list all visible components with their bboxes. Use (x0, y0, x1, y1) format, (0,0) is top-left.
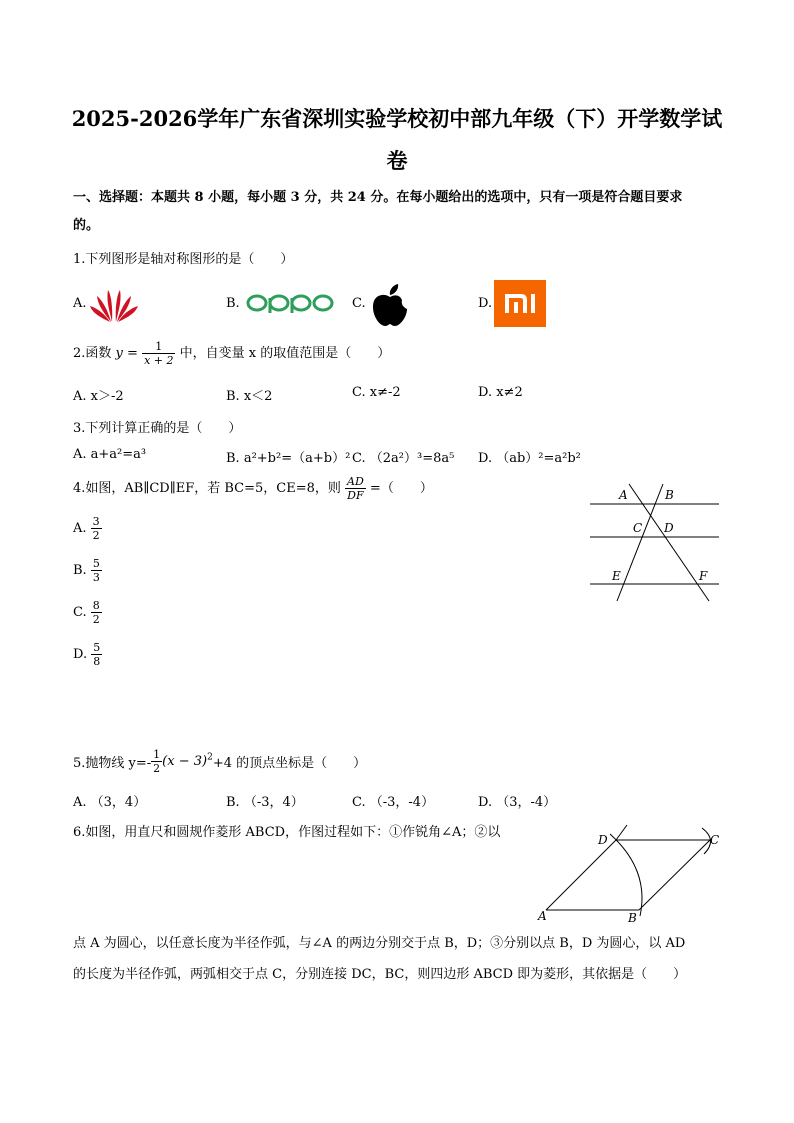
q6-figure (532, 822, 728, 924)
label-f: F (699, 569, 708, 583)
q4-option-c (73, 599, 102, 626)
q2-fraction (142, 340, 175, 367)
q2-frac-den: x + 2 (144, 354, 174, 367)
arc-center-a (610, 834, 642, 916)
q4-figure (585, 480, 725, 605)
q4-frac-num: AD (347, 475, 364, 488)
q3-option-d: D. （ab）²=a²b² (478, 451, 581, 466)
q4-option-a-den: 2 (92, 529, 100, 542)
page-title-line2: 卷 (386, 148, 408, 173)
q4-option-d-label: D. (73, 647, 88, 662)
q2-option-d: D. x≠2 (478, 385, 523, 400)
q4-option-b (73, 557, 102, 584)
oppo-logo (246, 292, 334, 314)
q2-stem-pre: 2.函数 (73, 346, 112, 361)
q2-option-c: C. x≠-2 (352, 385, 401, 400)
label-c: C (633, 521, 643, 535)
q5-option-b: B. （-3，4） (226, 795, 304, 810)
q4-option-c-num: 8 (92, 599, 100, 612)
mi-logo (494, 280, 546, 327)
q4-option-d (73, 641, 102, 668)
q3-option-c: C. （2a²）³=8a⁵ (352, 451, 455, 466)
q4-option-a (73, 515, 102, 542)
q5-frac-den: 2 (153, 762, 161, 775)
q1-option-b-label: B. (226, 296, 240, 311)
q2-frac-num: 1 (142, 340, 175, 354)
q4-fraction (345, 475, 366, 502)
q5-option-c: C. （-3，-4） (352, 795, 435, 810)
q4-option-d-frac (91, 641, 102, 668)
q2-y-eq: y = (115, 346, 138, 361)
q6-line1: 6.如图，用直尺和圆规作菱形 ABCD，作图过程如下：①作锐角∠A；②以 (73, 825, 501, 840)
q4-option-d-num: 5 (93, 641, 101, 654)
label-e: E (612, 569, 621, 583)
label-a: A (619, 488, 628, 502)
q5-exp: 2 (207, 752, 213, 763)
q4-stem-pre: 4.如图，AB∥CD∥EF，若 BC=5，CE=8，则 (73, 481, 341, 496)
q4-option-c-den: 2 (92, 613, 100, 626)
q1-stem: 1.下列图形是轴对称图形的是（ ） (73, 252, 294, 267)
q2-stem-post: 中，自变量 x 的取值范围是（ ） (179, 346, 391, 361)
q4-option-b-label: B. (73, 563, 87, 578)
q5-stem (73, 748, 366, 775)
label-d: D (664, 521, 674, 535)
q5-stem-post: +4 的顶点坐标是（ ） (212, 756, 367, 771)
q4-option-d-den: 8 (93, 655, 101, 668)
q5-option-d: D. （3，-4） (478, 795, 557, 810)
q2-stem (73, 340, 390, 367)
q3-stem: 3.下列计算正确的是（ ） (73, 421, 242, 436)
q3-option-a: A. a+a²=a³ (73, 447, 147, 462)
side-bc (639, 840, 710, 910)
q4-option-b-frac (91, 557, 102, 584)
q4-frac-den: DF (347, 489, 364, 502)
q1-option-d-label: D. (478, 296, 493, 311)
label-d: D (598, 833, 608, 847)
q5-stem-mid: (x − 3) (162, 754, 208, 769)
label-b: B (628, 911, 637, 924)
q6-line2: 点 A 为圆心，以任意长度为半径作弧，与∠A 的两边分别交于点 B，D；③分别以点 B，D 为圆心，以 AD (73, 936, 686, 951)
huawei-logo (88, 282, 140, 324)
q5-option-a: A. （3，4） (73, 795, 147, 810)
q4-option-a-label: A. (73, 521, 87, 536)
q2-option-b: B. x＜2 (226, 389, 273, 404)
apple-logo (370, 283, 410, 327)
section-header-line2: 的。 (73, 218, 100, 233)
page-title-line1: 2025-2026学年广东省深圳实验学校初中部九年级（下）开学数学试 (71, 106, 723, 131)
q5-frac-num: 1 (153, 748, 161, 761)
q6-line3: 的长度为半径作弧，两弧相交于点 C，分别连接 DC，BC，则四边形 ABCD 即为菱形，其依据是（ ） (73, 967, 687, 982)
label-a: A (538, 909, 547, 923)
q5-fraction (151, 748, 162, 775)
q4-stem-post: =（ ） (369, 481, 433, 496)
q4-option-b-num: 5 (92, 557, 100, 570)
q4-option-c-label: C. (73, 605, 87, 620)
q2-option-a: A. x＞-2 (73, 389, 124, 404)
q4-option-c-frac (91, 599, 102, 626)
q4-option-a-num: 3 (92, 515, 100, 528)
q5-stem-pre: 5.抛物线 y=- (73, 756, 152, 771)
extension-d (616, 825, 627, 840)
label-b: B (665, 488, 674, 502)
section-header-line1: 一、选择题：本题共 8 小题，每小题 3 分，共 24 分。在每小题给出的选项中，只有一项是符合题目要求 (73, 190, 683, 205)
q4-option-a-frac (91, 515, 102, 542)
q3-option-b: B. a²+b²=（a+b）² (226, 451, 351, 466)
side-ad (546, 840, 616, 910)
q1-option-c-label: C. (352, 296, 366, 311)
q1-option-a-label: A. (73, 296, 87, 311)
label-c: C (710, 833, 720, 847)
q4-option-b-den: 3 (92, 571, 100, 584)
q4-stem (73, 475, 433, 502)
